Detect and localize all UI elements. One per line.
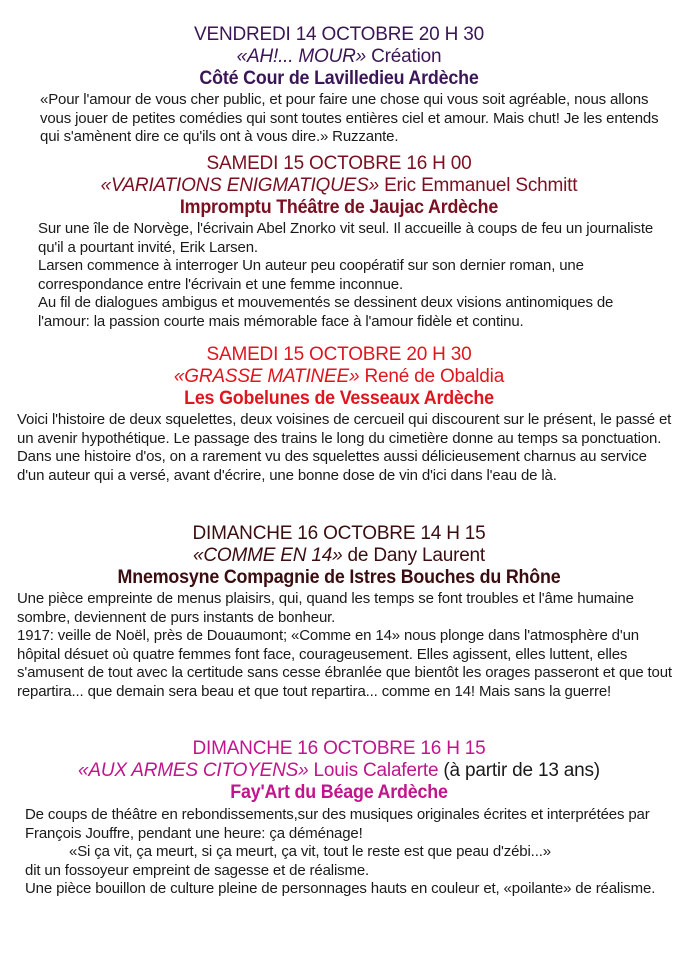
event-date: DIMANCHE 16 OCTOBRE 14 H 15 bbox=[192, 523, 486, 544]
event-samedi-15-20h bbox=[0, 344, 678, 485]
event-description bbox=[0, 590, 678, 702]
description-paragraph: dit un fossoyeur empreint de sagesse et de réalisme. bbox=[25, 861, 370, 879]
play-author: Eric Emmanuel Schmitt bbox=[378, 175, 578, 196]
description-paragraph: Dans une histoire d'os, on a rarement vu des squelettes aussi délicieusement charnus au service d'un auteur qui a versé, avant d'écrire, une bonne dose de vin d'ici dans l'eau de là. bbox=[17, 448, 647, 484]
event-vendredi-14 bbox=[0, 24, 678, 147]
event-date: SAMEDI 15 OCTOBRE 16 H 00 bbox=[206, 153, 472, 174]
play-author: de Dany Laurent bbox=[342, 545, 486, 566]
theatre-company: Impromptu Théâtre de Jaujac Ardèche bbox=[179, 197, 499, 218]
event-description bbox=[0, 411, 678, 485]
quote-paragraph: «Si ça vit, ça meurt, si ça meurt, ça vit, tout le reste est que peau d'zébi...» bbox=[69, 843, 551, 861]
play-title: «AUX ARMES CITOYENS» bbox=[78, 760, 309, 781]
event-date: VENDREDI 14 OCTOBRE 20 H 30 bbox=[194, 24, 484, 45]
event-title-line bbox=[0, 760, 678, 782]
event-description bbox=[0, 806, 678, 899]
play-title: «AH!... MOUR» bbox=[236, 46, 367, 67]
description-paragraph: 1917: veille de Noël, près de Douaumont; «Comme en 14» nous plonge dans l'atmosphère d'un hôpital désuet où quatre femmes font face, courageusement. Elles agissent, elles luttent, elles s'amusent de tout avec la certitude sans cesse ébranlée que bientôt les orages passeront et que tout repartira... que demain sera beau et que tout repartira... comme en 14! Mais sans la guerre! bbox=[17, 627, 672, 700]
play-author: René de Obaldia bbox=[359, 366, 505, 387]
event-title-line bbox=[0, 175, 678, 197]
description-paragraph: Larsen commence à interroger Un auteur peu coopératif sur son dernier roman, une correspondance entre l'écrivain et une femme inconnue. bbox=[38, 257, 584, 293]
event-samedi-15-16h bbox=[0, 153, 678, 332]
play-title: «COMME EN 14» bbox=[192, 545, 343, 566]
event-date: SAMEDI 15 OCTOBRE 20 H 30 bbox=[206, 344, 472, 365]
event-description bbox=[0, 220, 678, 332]
event-title-line bbox=[0, 46, 678, 68]
description-paragraph: Une pièce empreinte de menus plaisirs, qui, quand les temps se font troubles et l'âme humaine sombre, deviennent de purs instants de bonheur. bbox=[17, 590, 634, 626]
event-date: DIMANCHE 16 OCTOBRE 16 H 15 bbox=[192, 738, 486, 759]
event-description bbox=[0, 91, 678, 147]
description-paragraph: Une pièce bouillon de culture pleine de personnages hauts en couleur et, «poilante» de réalisme. bbox=[25, 880, 656, 898]
description-paragraph: Voici l'histoire de deux squelettes, deux voisines de cercueil qui discourent sur le présent, le passé et un avenir hypothétique. Le passage des trains le long du cimetière donne au temps sa ponctuation. bbox=[17, 411, 672, 447]
event-title-line bbox=[0, 366, 678, 388]
theatre-company: Mnemosyne Compagnie de Istres Bouches du Rhône bbox=[117, 567, 561, 588]
play-author: Création bbox=[366, 46, 442, 67]
description-paragraph: Sur une île de Norvège, l'écrivain Abel Znorko vit seul. Il accueille à coups de feu un journaliste qu'il a pourtant invité, Erik Larsen. bbox=[38, 220, 654, 256]
age-note: (à partir de 13 ans) bbox=[438, 760, 600, 781]
event-dimanche-16-14h bbox=[0, 523, 678, 702]
event-title-line bbox=[0, 545, 678, 567]
theatre-company: Les Gobelunes de Vesseaux Ardèche bbox=[184, 388, 494, 409]
description-paragraph: De coups de théâtre en rebondissements,sur des musiques originales écrites et interprétées par François Jouffre, pendant une heure: ça déménage! bbox=[25, 806, 650, 842]
theatre-company: Côté Cour de Lavilledieu Ardèche bbox=[199, 68, 479, 89]
description-paragraph: Au fil de dialogues ambigus et mouvementés se dessinent deux visions antinomiques de l'amour: la passion courte mais mémorable face à l'amour fidèle et continu. bbox=[38, 294, 614, 330]
play-author: Louis Calaferte bbox=[308, 760, 439, 781]
event-dimanche-16-16h bbox=[0, 738, 678, 899]
play-title: «GRASSE MATINEE» bbox=[173, 366, 360, 387]
play-title: «VARIATIONS ENIGMATIQUES» bbox=[100, 175, 379, 196]
theatre-company: Fay'Art du Béage Ardèche bbox=[230, 782, 448, 803]
description-paragraph: «Pour l'amour de vous cher public, et pour faire une chose qui vous soit agréable, nous allons vous jouer de petites comédies qui sont toutes entières ciel et amour. Mais chut! Je les entends qui s'amènent dire ce qu'ils ont à vous dire.» Ruzzante. bbox=[40, 91, 659, 146]
